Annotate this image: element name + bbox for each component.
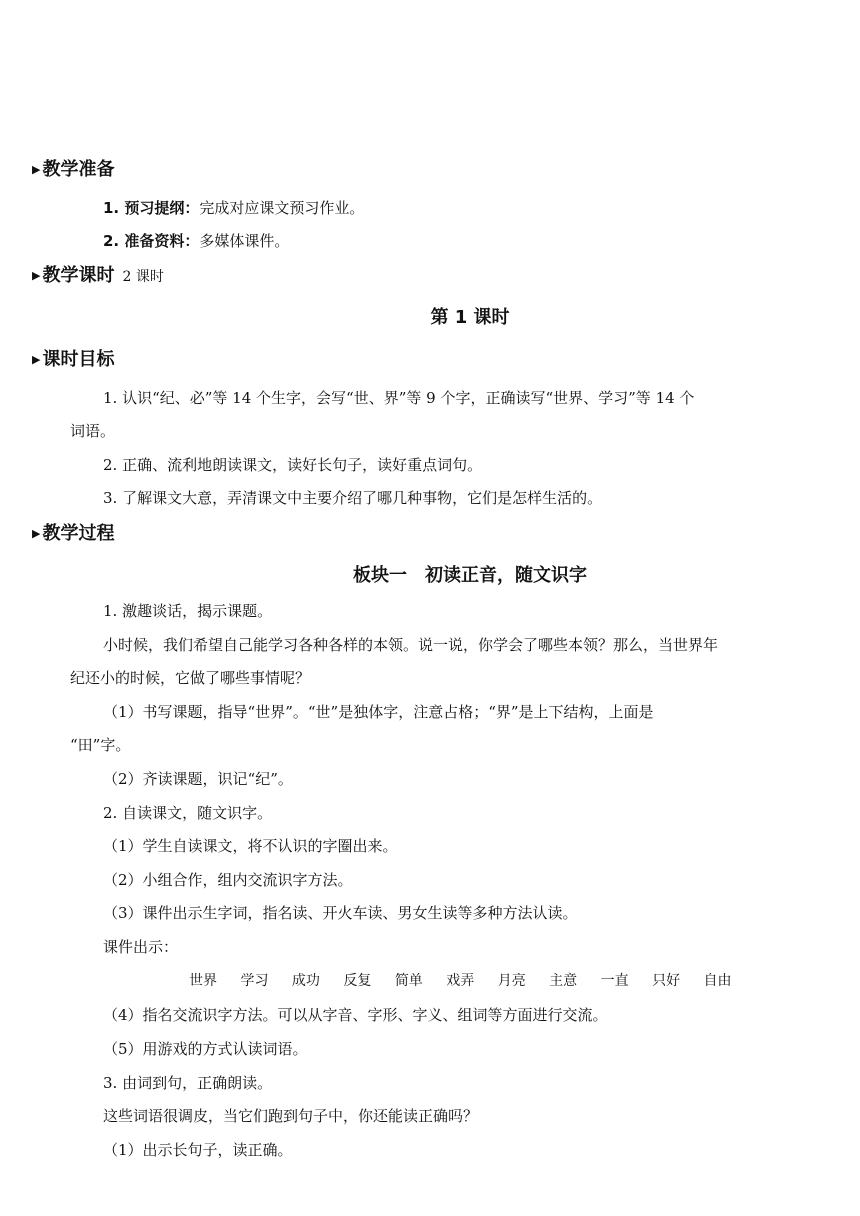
vocab-word: 成功 bbox=[291, 973, 320, 989]
goal-2: 2. 正确、流利地朗读课文，读好长句子，读好重点词句。 bbox=[103, 456, 483, 474]
vocab-word: 世界 bbox=[189, 973, 217, 989]
step-3-a: （1）出示长句子，读正确。 bbox=[103, 1141, 293, 1159]
vocab-word: 一直 bbox=[600, 973, 629, 989]
prep-title: 教学准备 bbox=[42, 159, 115, 180]
step-2-d: （4）指名交流识字方法。可以从字音、字形、字义、组词等方面进行交流。 bbox=[103, 1006, 608, 1024]
goal-1-line-1: 1. 认识“纪、必”等 14 个生字，会写“世、界”等 9 个字，正确读写“世界、学习”等 14 个 bbox=[103, 389, 695, 407]
prep-item-2 bbox=[103, 231, 289, 251]
step-3-para: 这些词语很调皮，当它们跑到句子中，你还能读正确吗？ bbox=[103, 1107, 479, 1125]
goal-1-line-2: 词语。 bbox=[70, 422, 116, 440]
step-2-c: （3）课件出示生字词，指名读、开火车读、男女生读等多种方法认读。 bbox=[103, 904, 578, 922]
vocab-word: 自由 bbox=[703, 973, 732, 989]
vocabulary-list bbox=[189, 971, 751, 991]
triangle-bullet-icon: ▶ bbox=[32, 163, 41, 176]
vocab-word: 只好 bbox=[652, 973, 681, 989]
step-2: 2. 自读课文，随文识字。 bbox=[103, 804, 273, 822]
vocab-word: 主意 bbox=[549, 973, 578, 989]
goal-3: 3. 了解课文大意，弄清课文中主要介绍了哪几种事物，它们是怎样生活的。 bbox=[103, 489, 603, 507]
vocab-word: 简单 bbox=[394, 973, 423, 989]
step-3: 3. 由词到句，正确朗读。 bbox=[103, 1074, 273, 1092]
lesson-title: 第 1 课时 bbox=[430, 307, 510, 328]
prep-item-2-text: 多媒体课件。 bbox=[199, 232, 290, 250]
step-2-b: （2）小组合作，组内交流识字方法。 bbox=[103, 871, 353, 889]
step-1: 1. 激趣谈话，揭示课题。 bbox=[103, 602, 273, 620]
section-heading-hours bbox=[32, 264, 164, 290]
courseware-label: 课件出示： bbox=[103, 938, 179, 956]
vocab-word: 戏弄 bbox=[446, 973, 475, 989]
step-1-a-line-2: “田”字。 bbox=[70, 736, 131, 754]
block-title: 板块一 初读正音，随文识字 bbox=[353, 565, 587, 586]
prep-item-2-label: 2. 准备资料： bbox=[103, 232, 200, 250]
step-1-para-line-2: 纪还小的时候，它做了哪些事情呢？ bbox=[70, 669, 311, 687]
process-title: 教学过程 bbox=[42, 523, 115, 544]
prep-item-1-label: 1. 预习提纲： bbox=[103, 199, 200, 217]
prep-item-1-text: 完成对应课文预习作业。 bbox=[199, 199, 365, 217]
hours-value: 2 课时 bbox=[122, 269, 164, 285]
vocab-word: 反复 bbox=[343, 973, 372, 989]
step-1-para-line-1: 小时候，我们希望自己能学习各种各样的本领。说一说，你学会了哪些本领？那么，当世界年 bbox=[103, 636, 719, 654]
vocab-word: 学习 bbox=[240, 973, 269, 989]
step-2-e: （5）用游戏的方式认读词语。 bbox=[103, 1040, 308, 1058]
step-1-b: （2）齐读课题，识记“纪”。 bbox=[103, 770, 293, 788]
section-heading-prep bbox=[32, 158, 114, 184]
triangle-bullet-icon: ▶ bbox=[32, 269, 41, 282]
vocab-word: 月亮 bbox=[497, 973, 526, 989]
triangle-bullet-icon: ▶ bbox=[32, 353, 41, 366]
hours-title: 教学课时 bbox=[42, 265, 115, 286]
triangle-bullet-icon: ▶ bbox=[32, 527, 41, 540]
goals-title: 课时目标 bbox=[42, 349, 115, 370]
section-heading-goals bbox=[32, 348, 114, 374]
step-2-a: （1）学生自读课文，将不认识的字圈出来。 bbox=[103, 837, 398, 855]
step-1-a-line-1: （1）书写课题，指导“世界”。“世”是独体字，注意占格；“界”是上下结构，上面是 bbox=[103, 703, 654, 721]
prep-item-1 bbox=[103, 198, 364, 218]
section-heading-process bbox=[32, 522, 114, 548]
